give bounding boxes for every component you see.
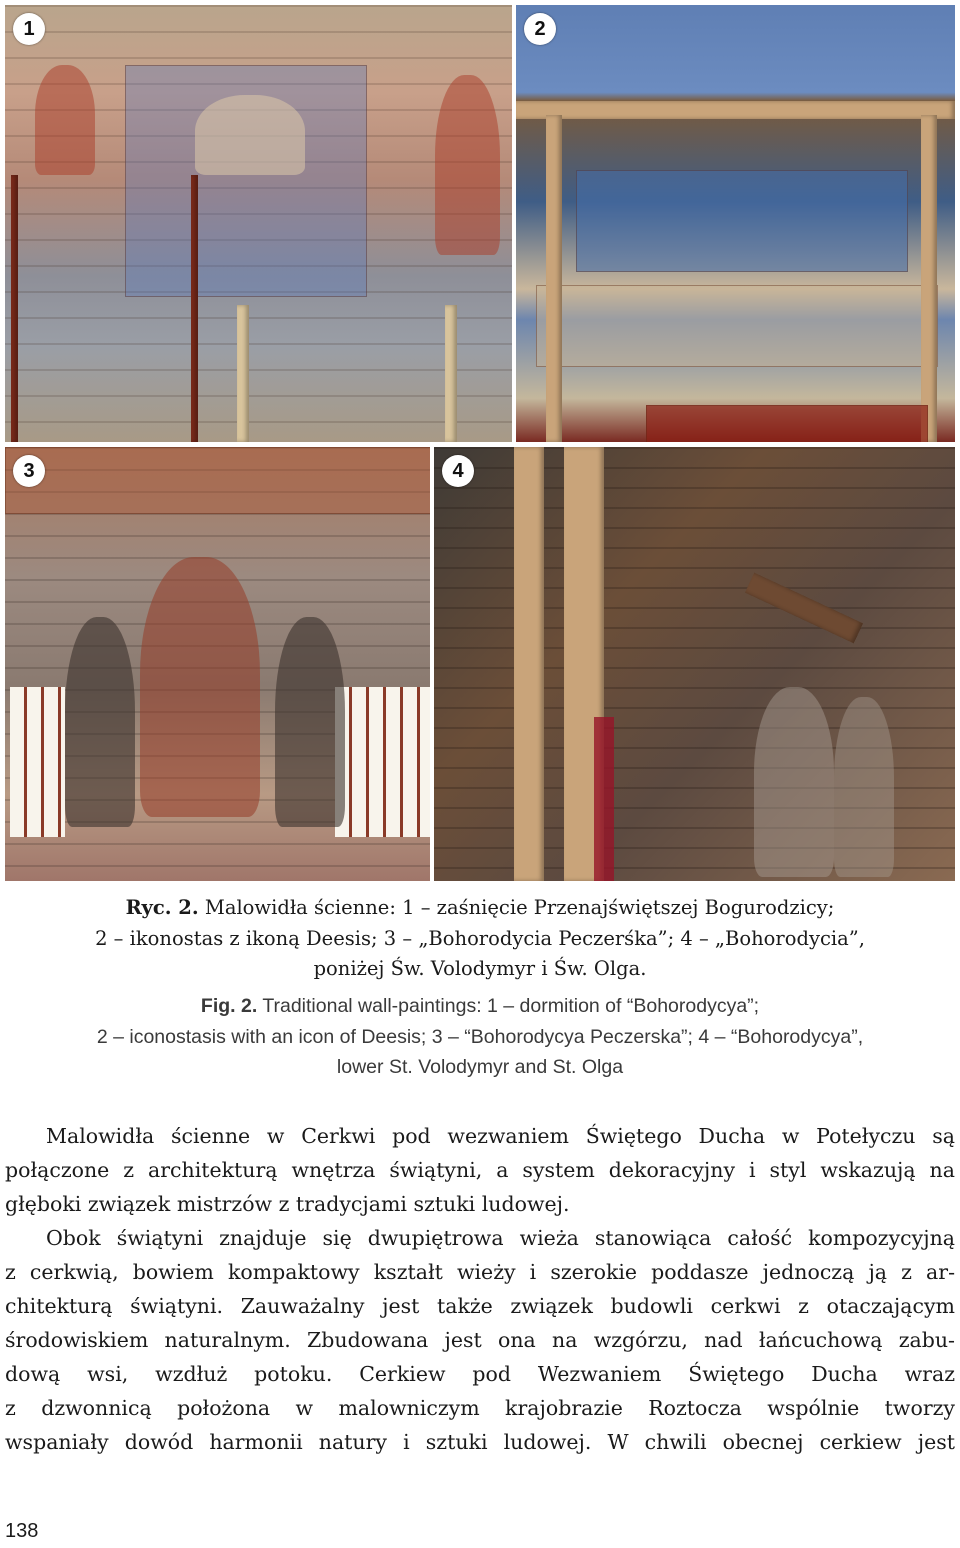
caption-line: 2 – ikonostas z ikoną Deesis; 3 – „Bohorodycia Peczerśka”; 4 – „Bohorodycia”, — [95, 926, 865, 950]
painted-figure-saint — [834, 697, 894, 877]
icon-row-lower — [536, 285, 938, 367]
body-line: chitekturą świątyni. Zauważalny jest także związek budowli cerkwi z otaczającym — [5, 1294, 955, 1318]
caption-label: Ryc. 2. — [125, 896, 199, 919]
body-line: głęboki związek mistrzów z tradycjami sztuki ludowej. — [5, 1192, 570, 1216]
figure-caption-polish — [0, 893, 960, 985]
painted-figure-monk — [65, 617, 135, 827]
body-line: Obok świątyni znajduje się dwupiętrowa wieża stanowiąca całość kompozycyjną — [46, 1226, 955, 1250]
body-line: połączone z architekturą wnętrza świątyni, a system dekoracyjny i styl wskazują na — [5, 1158, 955, 1182]
caption-line: 2 – iconostasis with an icon of Deesis; 3 – “Bohorodycya Peczerska”; 4 – “Bohorodycya”, — [96, 1025, 864, 1048]
icon-row-upper — [576, 170, 908, 272]
painted-figure-saint — [754, 687, 834, 877]
body-line: dową wsi, wzdłuż potoku. Cerkiew pod Wezwaniem Świętego Ducha wraz — [5, 1362, 955, 1386]
caption-line — [0, 991, 960, 1022]
caption-text: Malowidła ścienne: 1 – zaśnięcie Przenajświętszej Bogurodzicy; — [198, 896, 835, 919]
red-pole — [11, 175, 18, 442]
painted-figure-monk — [275, 617, 345, 827]
photo-bohorodycia-peczerska — [5, 447, 430, 881]
figure-number-badge: 2 — [524, 13, 556, 45]
painted-figure — [195, 95, 305, 175]
painted-figure-virgin — [140, 557, 260, 817]
wooden-post — [237, 305, 249, 442]
caption-text: Traditional wall-paintings: 1 – dormition of “Bohorodycya”; — [257, 995, 760, 1017]
figure-caption-english — [0, 991, 960, 1083]
wooden-post — [546, 115, 562, 442]
caption-label: Fig. 2. — [200, 995, 258, 1017]
red-pole — [191, 175, 198, 442]
photo-iconostasis — [516, 5, 955, 442]
window — [10, 687, 65, 837]
wooden-post — [445, 305, 457, 442]
wooden-post — [514, 447, 544, 881]
figure-number-badge: 1 — [13, 13, 45, 45]
figure-number-badge: 4 — [442, 455, 474, 487]
body-line: Malowidła ścienne w Cerkwi pod wezwaniem Świętego Ducha w Potełyczu są — [46, 1124, 955, 1148]
wooden-post — [921, 115, 937, 442]
body-line: z dzwonnicą położona w malowniczym krajobrazie Roztocza wspólnie tworzy — [5, 1396, 955, 1420]
caption-line — [0, 893, 960, 924]
photo-dormition-wall-painting — [5, 5, 512, 442]
caption-line: lower St. Volodymyr and St. Olga — [336, 1056, 624, 1078]
page-number: 138 — [5, 1520, 39, 1542]
figure-number-badge: 3 — [13, 455, 45, 487]
body-line: z cerkwią, bowiem kompaktowy kształt wieży i szerokie poddasze jednoczą ją z ar- — [5, 1260, 955, 1284]
painted-frieze — [5, 447, 430, 514]
photo-interior-wall-saints — [434, 447, 955, 881]
caption-line: poniżej Św. Volodymyr i Św. Olga. — [313, 957, 647, 980]
window — [335, 687, 430, 837]
painted-figure — [35, 65, 95, 175]
body-line: środowiskiem naturalnym. Zbudowana jest ona na wzgórzu, nad łańcuchową zabu- — [5, 1328, 955, 1352]
body-paragraphs — [5, 1119, 955, 1459]
painted-figure — [435, 75, 500, 255]
horizontal-beam — [516, 101, 955, 119]
body-line: wspaniały dowód harmonii natury i sztuki ludowej. W chwili obecnej cerkiew jest — [5, 1430, 955, 1454]
cross-beam — [745, 573, 863, 644]
icon-row-bottom — [646, 405, 928, 442]
red-banner — [594, 717, 614, 881]
